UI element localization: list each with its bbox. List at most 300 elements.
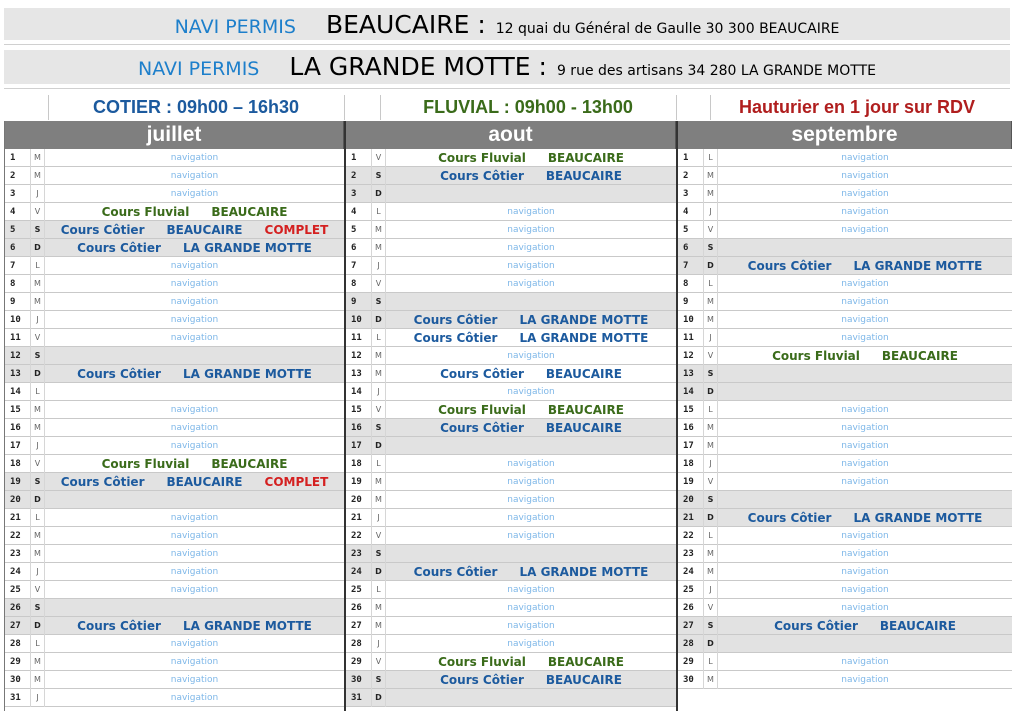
calendar-row	[346, 401, 676, 419]
calendar-row	[346, 347, 676, 365]
calendar-row	[346, 239, 676, 257]
calendar-row	[678, 491, 1012, 509]
day-number: 8	[5, 275, 31, 293]
navigation-label: navigation	[507, 386, 555, 397]
course-type: Cours Côtier	[77, 366, 161, 381]
month-header: juillet	[5, 121, 344, 149]
weekday-letter: V	[372, 275, 386, 293]
weekday-letter: M	[372, 221, 386, 239]
day-number: 9	[678, 293, 704, 311]
weekday-letter: L	[704, 527, 718, 545]
navigation-label: navigation	[841, 656, 889, 667]
month-column-septembre	[678, 121, 1012, 689]
weekday-letter: L	[704, 149, 718, 167]
course-location: LA GRANDE MOTTE	[182, 618, 312, 633]
weekday-letter: M	[31, 401, 45, 419]
calendar-row	[5, 221, 344, 239]
day-number: 4	[346, 203, 372, 221]
calendar-row	[5, 167, 344, 185]
day-number: 16	[5, 419, 31, 437]
calendar-row	[346, 671, 676, 689]
weekday-letter: L	[31, 509, 45, 527]
weekday-letter: L	[704, 401, 718, 419]
empty-slot	[45, 347, 344, 365]
weekday-letter: M	[704, 419, 718, 437]
weekday-letter: J	[31, 563, 45, 581]
weekday-letter: M	[31, 275, 45, 293]
calendar-row	[346, 419, 676, 437]
calendar-row	[678, 599, 1012, 617]
empty-slot	[386, 437, 676, 455]
weekday-letter: V	[704, 221, 718, 239]
day-number: 30	[5, 671, 31, 689]
calendar-row	[678, 257, 1012, 275]
weekday-letter: L	[704, 275, 718, 293]
course-location: BEAUCAIRE	[211, 204, 288, 219]
hours-cotier: COTIER : 09h00 – 16h30	[92, 97, 300, 117]
day-number: 1	[678, 149, 704, 167]
calendar-row	[678, 149, 1012, 167]
course-entry	[718, 617, 1012, 635]
course-type: Cours Côtier	[440, 672, 524, 687]
calendar-row	[5, 689, 344, 707]
course-type: Cours Côtier	[77, 240, 161, 255]
weekday-letter: D	[704, 383, 718, 401]
calendar-row	[5, 275, 344, 293]
navigation-label: navigation	[841, 674, 889, 685]
day-number: 18	[5, 455, 31, 473]
day-number: 8	[346, 275, 372, 293]
calendar-row	[678, 401, 1012, 419]
calendar-row	[678, 509, 1012, 527]
calendar-row	[678, 167, 1012, 185]
weekday-letter: M	[372, 491, 386, 509]
calendar-row	[678, 329, 1012, 347]
weekday-letter: J	[704, 581, 718, 599]
navigation-label: navigation	[507, 494, 555, 505]
course-type: Cours Côtier	[413, 312, 498, 327]
course-location: BEAUCAIRE	[166, 474, 243, 489]
weekday-letter: M	[704, 293, 718, 311]
weekday-letter: D	[372, 689, 386, 707]
day-number: 6	[346, 239, 372, 257]
navigation-label: navigation	[841, 422, 889, 433]
calendar-grid	[4, 121, 1011, 711]
day-number: 9	[346, 293, 372, 311]
calendar-row	[346, 383, 676, 401]
calendar-row	[5, 437, 344, 455]
calendar-row	[346, 329, 676, 347]
month-column-juillet	[5, 121, 344, 707]
day-number: 26	[346, 599, 372, 617]
address: 9 rue des artisans 34 280 LA GRANDE MOTTE	[556, 63, 876, 79]
calendar-row	[678, 239, 1012, 257]
day-number: 1	[346, 149, 372, 167]
navigation-label: navigation	[841, 530, 889, 541]
weekday-letter: S	[31, 473, 45, 491]
day-number: 26	[678, 599, 704, 617]
calendar-row	[678, 527, 1012, 545]
course-type: Cours Fluvial	[101, 204, 190, 219]
navigation-label: navigation	[170, 674, 219, 685]
weekday-letter: M	[372, 347, 386, 365]
calendar-row	[346, 311, 676, 329]
divider	[344, 95, 345, 120]
calendar-row	[5, 401, 344, 419]
day-number: 5	[346, 221, 372, 239]
navigation-label: navigation	[507, 458, 555, 469]
month-header: aout	[346, 121, 676, 149]
course-location: LA GRANDE MOTTE	[853, 510, 983, 525]
course-location: BEAUCAIRE	[881, 348, 958, 363]
empty-slot	[718, 239, 1012, 257]
weekday-letter: L	[372, 455, 386, 473]
weekday-letter: V	[704, 599, 718, 617]
divider	[4, 88, 1010, 89]
calendar-row	[678, 293, 1012, 311]
calendar-row	[5, 653, 344, 671]
navigation-label: navigation	[841, 188, 889, 199]
day-number: 31	[346, 689, 372, 707]
day-number: 24	[346, 563, 372, 581]
course-type: Cours Côtier	[774, 618, 858, 633]
calendar-row	[678, 185, 1012, 203]
navigation-label: navigation	[170, 638, 219, 649]
navigation-label: navigation	[507, 260, 555, 271]
weekday-letter: D	[372, 185, 386, 203]
course-location: BEAUCAIRE	[545, 366, 622, 381]
empty-slot	[718, 383, 1012, 401]
calendar-row	[678, 203, 1012, 221]
brand-name: NAVI PERMIS	[138, 58, 260, 80]
day-number: 26	[5, 599, 31, 617]
course-location: BEAUCAIRE	[545, 672, 622, 687]
navigation-label: navigation	[507, 350, 555, 361]
calendar-row	[678, 581, 1012, 599]
navigation-label: navigation	[841, 476, 889, 487]
course-entry	[45, 365, 344, 383]
calendar-row	[5, 365, 344, 383]
day-number: 21	[346, 509, 372, 527]
weekday-letter: L	[372, 329, 386, 347]
empty-slot	[718, 635, 1012, 653]
empty-slot	[386, 689, 676, 707]
weekday-letter: L	[372, 581, 386, 599]
day-number: 25	[346, 581, 372, 599]
course-type: Cours Côtier	[440, 168, 524, 183]
weekday-letter: J	[372, 257, 386, 275]
weekday-letter: J	[704, 329, 718, 347]
weekday-letter: V	[704, 473, 718, 491]
calendar-row	[678, 473, 1012, 491]
weekday-letter: M	[31, 293, 45, 311]
calendar-row	[5, 257, 344, 275]
course-entry	[386, 401, 676, 419]
day-number: 17	[346, 437, 372, 455]
day-number: 27	[678, 617, 704, 635]
calendar-row	[678, 347, 1012, 365]
weekday-letter: M	[372, 365, 386, 383]
day-number: 5	[678, 221, 704, 239]
navigation-label: navigation	[841, 566, 889, 577]
day-number: 7	[5, 257, 31, 275]
course-type: Cours Côtier	[413, 564, 498, 579]
weekday-letter: S	[31, 221, 45, 239]
course-entry	[386, 563, 676, 581]
weekday-letter: D	[31, 239, 45, 257]
weekday-letter: D	[704, 509, 718, 527]
day-number: 27	[346, 617, 372, 635]
day-number: 18	[346, 455, 372, 473]
course-location: LA GRANDE MOTTE	[182, 366, 312, 381]
navigation-label: navigation	[507, 206, 555, 217]
navigation-label: navigation	[841, 296, 889, 307]
day-number: 13	[5, 365, 31, 383]
calendar-row	[5, 455, 344, 473]
calendar-row	[5, 329, 344, 347]
course-type: Cours Fluvial	[438, 402, 526, 417]
day-number: 16	[678, 419, 704, 437]
empty-slot	[45, 491, 344, 509]
weekday-letter: S	[704, 617, 718, 635]
navigation-label: navigation	[507, 224, 555, 235]
empty-slot	[386, 545, 676, 563]
course-entry	[386, 419, 676, 437]
course-location: BEAUCAIRE	[545, 420, 622, 435]
day-number: 31	[5, 689, 31, 707]
hours-fluvial: FLUVIAL : 09h00 - 13h00	[423, 97, 633, 117]
weekday-letter: D	[372, 437, 386, 455]
weekday-letter: S	[704, 365, 718, 383]
weekday-letter: M	[372, 617, 386, 635]
day-number: 25	[678, 581, 704, 599]
calendar-row	[346, 581, 676, 599]
calendar-row	[5, 527, 344, 545]
course-type: Cours Côtier	[747, 258, 832, 273]
calendar-row	[5, 581, 344, 599]
course-entry	[45, 455, 344, 473]
day-number: 18	[678, 455, 704, 473]
navigation-label: navigation	[507, 638, 555, 649]
day-number: 15	[678, 401, 704, 419]
calendar-row	[346, 527, 676, 545]
day-number: 1	[5, 149, 31, 167]
header-beaucaire	[4, 8, 1010, 40]
calendar-row	[346, 257, 676, 275]
weekday-letter: M	[31, 527, 45, 545]
divider	[676, 95, 677, 120]
day-number: 20	[346, 491, 372, 509]
day-number: 10	[678, 311, 704, 329]
month-rows	[5, 149, 344, 707]
weekday-letter: S	[372, 545, 386, 563]
weekday-letter: M	[31, 545, 45, 563]
day-number: 27	[5, 617, 31, 635]
navigation-label: navigation	[170, 278, 219, 289]
course-entry	[718, 509, 1012, 527]
weekday-letter: V	[31, 203, 45, 221]
weekday-letter: J	[704, 455, 718, 473]
day-number: 4	[678, 203, 704, 221]
calendar-row	[5, 617, 344, 635]
calendar-row	[678, 617, 1012, 635]
navigation-label: navigation	[507, 620, 555, 631]
course-entry	[386, 167, 676, 185]
calendar-row	[5, 545, 344, 563]
day-number: 30	[346, 671, 372, 689]
day-number: 3	[346, 185, 372, 203]
empty-slot	[718, 491, 1012, 509]
weekday-letter: L	[372, 203, 386, 221]
navigation-label: navigation	[170, 548, 219, 559]
weekday-letter: D	[31, 491, 45, 509]
calendar-row	[346, 455, 676, 473]
weekday-letter: S	[704, 239, 718, 257]
weekday-letter: L	[31, 635, 45, 653]
weekday-letter: S	[31, 599, 45, 617]
navigation-label: navigation	[170, 656, 219, 667]
weekday-letter: M	[704, 311, 718, 329]
empty-slot	[45, 599, 344, 617]
day-number: 13	[346, 365, 372, 383]
hours-row	[4, 95, 1004, 120]
calendar-row	[5, 239, 344, 257]
day-number: 19	[678, 473, 704, 491]
calendar-row	[5, 671, 344, 689]
address: 12 quai du Général de Gaulle 30 300 BEAUCAIRE	[495, 21, 840, 37]
day-number: 11	[678, 329, 704, 347]
course-entry	[45, 473, 344, 491]
weekday-letter: V	[372, 653, 386, 671]
empty-slot	[386, 185, 676, 203]
weekday-letter: V	[372, 149, 386, 167]
course-entry	[386, 329, 676, 347]
day-number: 7	[678, 257, 704, 275]
navigation-label: navigation	[170, 188, 219, 199]
day-number: 30	[678, 671, 704, 689]
weekday-letter: V	[372, 527, 386, 545]
day-number: 7	[346, 257, 372, 275]
navigation-label: navigation	[170, 530, 219, 541]
day-number: 14	[346, 383, 372, 401]
weekday-letter: D	[372, 563, 386, 581]
calendar-row	[5, 185, 344, 203]
calendar-row	[346, 365, 676, 383]
day-number: 20	[5, 491, 31, 509]
day-number: 17	[5, 437, 31, 455]
weekday-letter: M	[704, 437, 718, 455]
weekday-letter: J	[31, 185, 45, 203]
calendar-row	[346, 635, 676, 653]
calendar-row	[5, 203, 344, 221]
weekday-letter: M	[31, 149, 45, 167]
calendar-row	[346, 185, 676, 203]
course-entry	[386, 671, 676, 689]
weekday-letter: M	[372, 473, 386, 491]
calendar-row	[346, 617, 676, 635]
course-location: LA GRANDE MOTTE	[182, 240, 312, 255]
navigation-label: navigation	[170, 260, 219, 271]
calendar-row	[5, 149, 344, 167]
day-number: 17	[678, 437, 704, 455]
navigation-label: navigation	[170, 332, 219, 343]
day-number: 2	[346, 167, 372, 185]
day-number: 11	[5, 329, 31, 347]
course-type: Cours Côtier	[77, 618, 161, 633]
navigation-label: navigation	[841, 332, 889, 343]
navigation-label: navigation	[507, 476, 555, 487]
month-column-aout	[346, 121, 676, 707]
day-number: 28	[5, 635, 31, 653]
weekday-letter: M	[31, 671, 45, 689]
city-name: BEAUCAIRE :	[325, 10, 486, 39]
day-number: 14	[678, 383, 704, 401]
weekday-letter: J	[704, 203, 718, 221]
navigation-label: navigation	[841, 278, 889, 289]
weekday-letter: S	[372, 293, 386, 311]
calendar-row	[678, 455, 1012, 473]
weekday-letter: S	[372, 671, 386, 689]
weekday-letter: V	[31, 455, 45, 473]
course-location: BEAUCAIRE	[211, 456, 288, 471]
weekday-letter: M	[372, 599, 386, 617]
day-number: 6	[5, 239, 31, 257]
course-location: LA GRANDE MOTTE	[853, 258, 983, 273]
navigation-label: navigation	[841, 152, 889, 163]
navigation-label: navigation	[170, 152, 219, 163]
navigation-label: navigation	[841, 602, 889, 613]
course-type: Cours Côtier	[440, 420, 524, 435]
calendar-row	[5, 473, 344, 491]
weekday-letter: L	[31, 257, 45, 275]
day-number: 5	[5, 221, 31, 239]
day-number: 21	[5, 509, 31, 527]
course-location: BEAUCAIRE	[547, 654, 624, 669]
navigation-label: navigation	[170, 440, 219, 451]
day-number: 10	[346, 311, 372, 329]
course-entry	[386, 365, 676, 383]
course-location: BEAUCAIRE	[879, 618, 956, 633]
navigation-label: navigation	[841, 224, 889, 235]
navigation-label: navigation	[170, 314, 219, 325]
day-number: 23	[678, 545, 704, 563]
weekday-letter: M	[372, 239, 386, 257]
course-entry	[45, 221, 344, 239]
navigation-label: navigation	[170, 170, 219, 181]
course-location: BEAUCAIRE	[547, 150, 624, 165]
course-entry	[386, 149, 676, 167]
navigation-label: navigation	[170, 296, 219, 307]
weekday-letter: J	[31, 311, 45, 329]
day-number: 12	[678, 347, 704, 365]
course-type: Cours Fluvial	[772, 348, 860, 363]
weekday-letter: J	[31, 437, 45, 455]
calendar-row	[678, 545, 1012, 563]
day-number: 15	[346, 401, 372, 419]
complet-badge: COMPLET	[264, 474, 329, 489]
course-type: Cours Côtier	[60, 222, 145, 237]
weekday-letter: L	[31, 383, 45, 401]
weekday-letter: M	[704, 185, 718, 203]
calendar-row	[346, 689, 676, 707]
day-number: 3	[5, 185, 31, 203]
calendar-row	[5, 509, 344, 527]
calendar-row	[346, 563, 676, 581]
day-number: 24	[5, 563, 31, 581]
calendar-row	[678, 383, 1012, 401]
weekday-letter: M	[704, 563, 718, 581]
navigation-label: navigation	[507, 602, 555, 613]
